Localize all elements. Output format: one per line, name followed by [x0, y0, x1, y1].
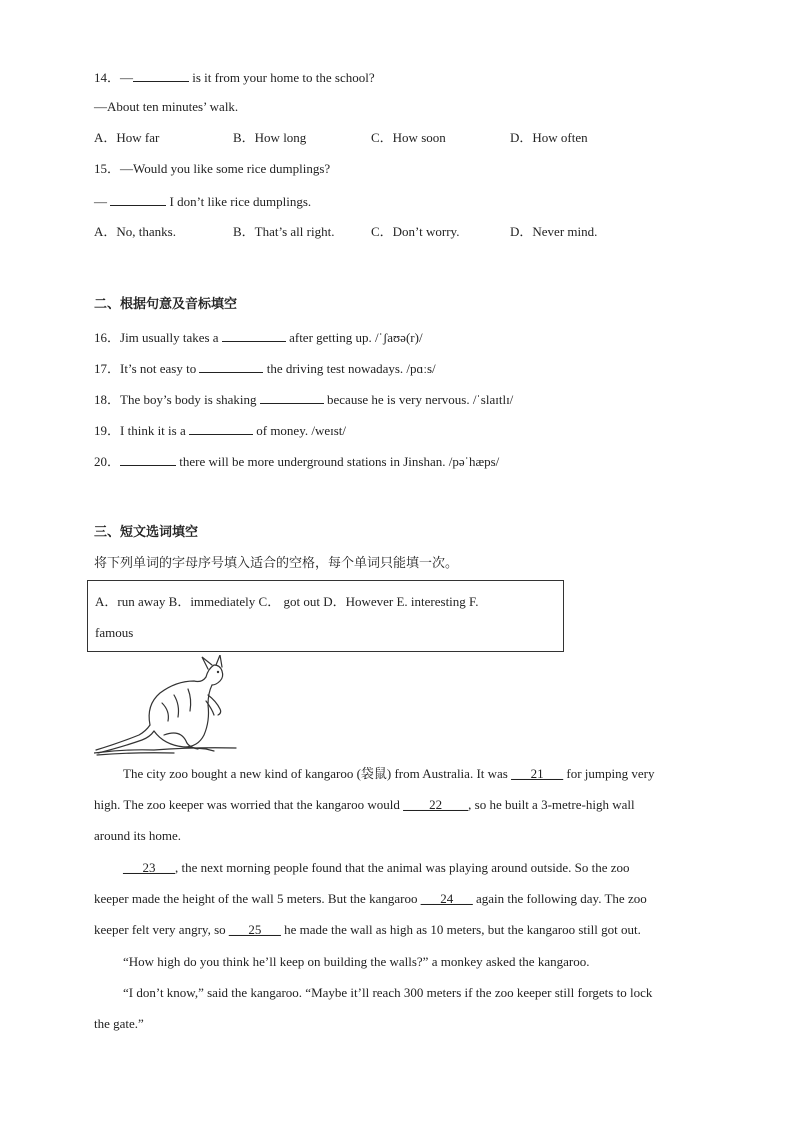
- option-c[interactable]: C．Don’t worry.: [371, 224, 460, 239]
- answer-blank[interactable]: [120, 451, 176, 466]
- option-b[interactable]: B．That’s all right.: [233, 224, 335, 239]
- answer-blank[interactable]: [189, 420, 253, 435]
- passage-line: around its home.: [94, 828, 182, 843]
- option-d[interactable]: D．How often: [510, 130, 588, 145]
- option-c[interactable]: C．How soon: [371, 130, 446, 145]
- question-17: 17．It’s not easy to the driving test nowadays. /pɑːs/: [94, 358, 436, 378]
- passage-line: the gate.”: [94, 1016, 144, 1031]
- option-a[interactable]: A．How far: [94, 130, 160, 145]
- passage-line: high. The zoo keeper was worried that the kangaroo would ____22____, so he built a 3-metre-high wall: [94, 797, 635, 812]
- section-3-title: 三、短文选词填空: [94, 525, 199, 540]
- question-15-dialogue: — I don’t like rice dumplings.: [94, 191, 311, 211]
- option-a[interactable]: A．No, thanks.: [94, 224, 176, 239]
- passage-line: keeper made the height of the wall 5 meters. But the kangaroo ___24___ again the following day. The zoo: [94, 891, 647, 906]
- word-bank-line-1: A．run away B．immediately C． got out D．However E. interesting F.: [95, 594, 479, 609]
- question-16: 16．Jim usually takes a after getting up. /ˈʃaʊə(r)/: [94, 327, 423, 347]
- question-number: 15．: [94, 161, 121, 176]
- passage-blank-23[interactable]: ___23___: [123, 860, 175, 875]
- word-bank-box: [87, 580, 564, 652]
- option-b[interactable]: B．How long: [233, 130, 307, 145]
- question-14: 14．— is it from your home to the school?: [94, 67, 375, 87]
- passage-blank-22[interactable]: ____22____: [403, 797, 469, 812]
- question-18: 18．The boy’s body is shaking because he is very nervous. /ˈslaɪtlɪ/: [94, 389, 513, 409]
- word-bank-line-2: famous: [95, 625, 134, 640]
- option-d[interactable]: D．Never mind.: [510, 224, 598, 239]
- passage-line: “I don’t know,” said the kangaroo. “Maybe it’ll reach 300 meters if the zoo keeper still forgets to lock: [123, 985, 653, 1000]
- passage-blank-21[interactable]: ___21___: [511, 766, 564, 781]
- answer-blank[interactable]: [260, 389, 324, 404]
- answer-blank[interactable]: [199, 358, 263, 373]
- question-20: 20． there will be more underground stations in Jinshan. /pəˈhæps/: [94, 451, 499, 471]
- answer-blank[interactable]: [222, 327, 286, 342]
- question-19: 19．I think it is a of money. /weɪst/: [94, 420, 346, 440]
- section-3-instruction: 将下列单词的字母序号填入适合的空格，每个单词只能填一次。: [94, 556, 459, 571]
- answer-blank[interactable]: [133, 67, 189, 82]
- passage-line: keeper felt very angry, so ___25___ he made the wall as high as 10 meters, but the kangaroo still got out.: [94, 922, 641, 937]
- kangaroo-illustration: [94, 655, 239, 757]
- section-2-title: 二、根据句意及音标填空: [94, 297, 238, 312]
- passage-line: The city zoo bought a new kind of kangaroo (袋鼠) from Australia. It was ___21___ for jumping very: [123, 766, 655, 781]
- passage-line: ___23___, the next morning people found that the animal was playing around outside. So the zoo: [123, 860, 630, 875]
- answer-blank[interactable]: [110, 191, 166, 206]
- passage-blank-24[interactable]: ___24___: [420, 891, 473, 906]
- question-15: 15．—Would you like some rice dumplings?: [94, 161, 331, 176]
- question-number: 14．: [94, 70, 121, 85]
- question-14-dialogue: —About ten minutes’ walk.: [94, 99, 239, 114]
- passage-line: “How high do you think he’ll keep on building the walls?” a monkey asked the kangaroo.: [123, 954, 590, 969]
- passage-blank-25[interactable]: ___25___: [228, 922, 281, 937]
